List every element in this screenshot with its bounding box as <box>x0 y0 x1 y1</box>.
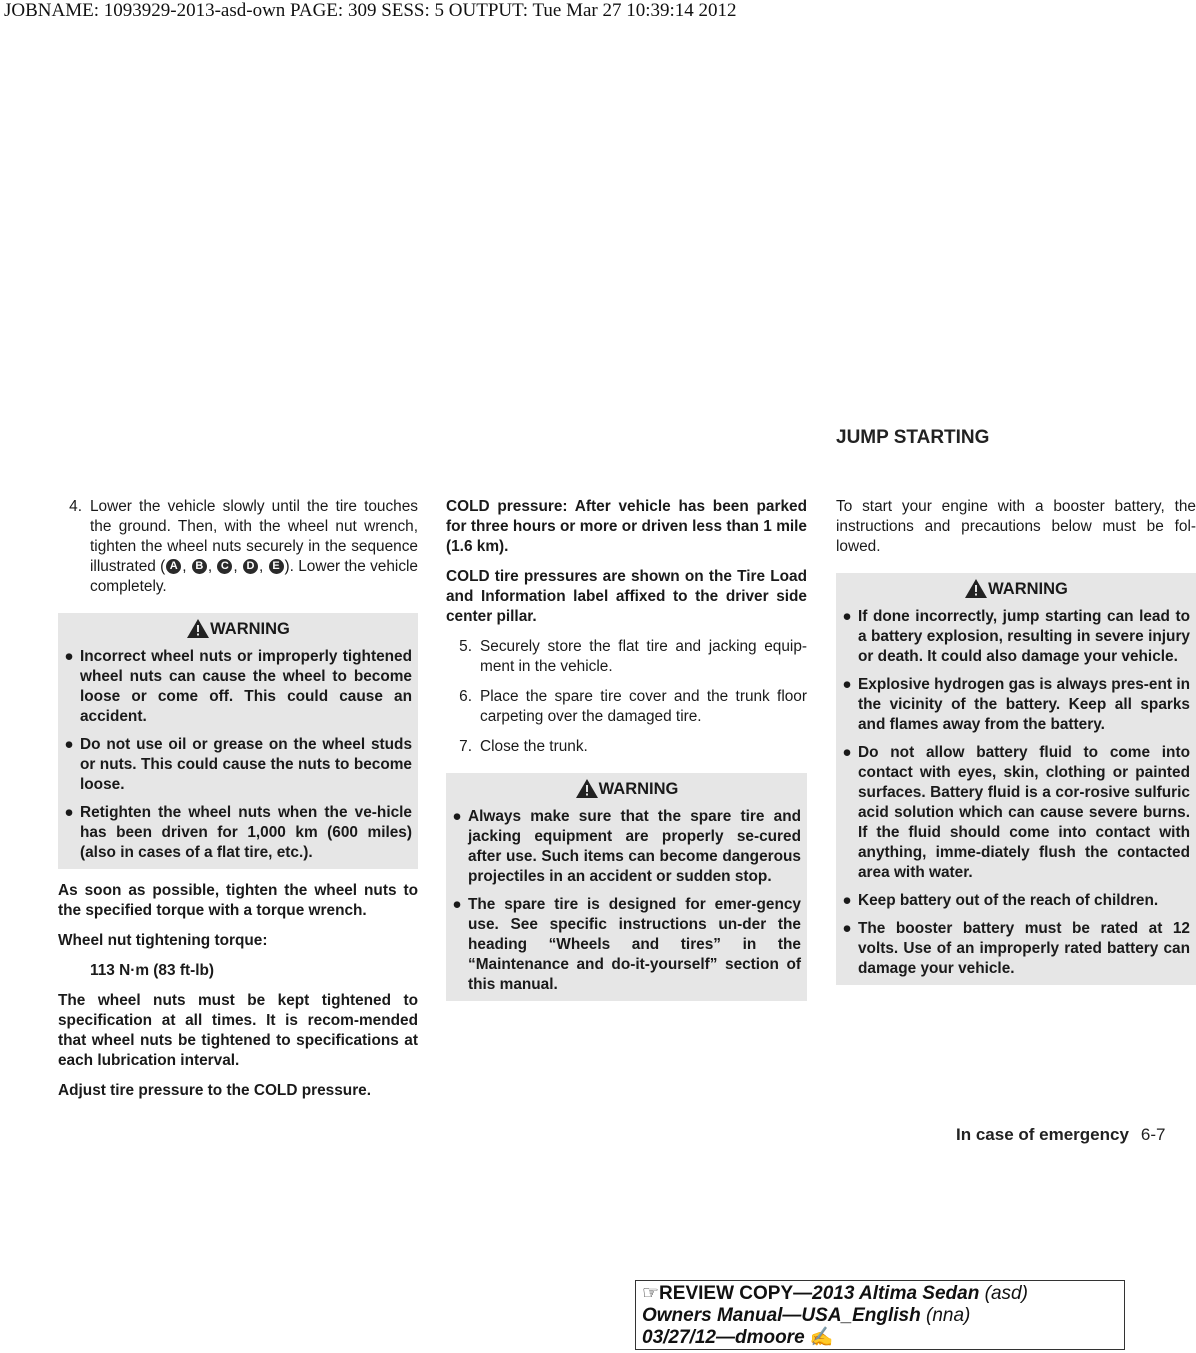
warning-heading: WARNING <box>836 578 1196 599</box>
intro-paragraph: To start your engine with a booster battery, the instructions and precautions below must be fol-lowed. <box>836 498 1196 555</box>
warning-triangle-icon <box>575 778 599 799</box>
review-line-2: Owners Manual—USA_English (nna) <box>642 1305 971 1326</box>
callout-b: B <box>192 559 207 574</box>
bullet-icon: ● <box>64 648 74 665</box>
warning-item: ● Always make sure that the spare tire and jacking equipment are properly se-cured after use. Such items can become dangerous projectiles in an accident or sudden stop. <box>446 807 807 887</box>
callout-a: A <box>166 559 181 574</box>
warning-item: ● Incorrect wheel nuts or improperly tightened wheel nuts can cause the wheel to become loose or come off. This could cause an accident. <box>58 647 418 727</box>
callout-e: E <box>269 559 284 574</box>
paragraph: Adjust tire pressure to the COLD pressure. <box>58 1082 372 1099</box>
bullet-icon: ● <box>842 676 852 693</box>
warning-item: ● Keep battery out of the reach of children. <box>836 891 1196 911</box>
review-line-1: ☞REVIEW COPY—2013 Altima Sedan (asd) <box>642 1283 1028 1304</box>
warning-item: ● Explosive hydrogen gas is always pres-ent in the vicinity of the battery. Keep all sparks and flames away from the battery. <box>836 675 1196 735</box>
footer-section-name: In case of emergency <box>956 1125 1129 1144</box>
warning-box <box>836 573 1196 985</box>
warning-heading: WARNING <box>446 778 807 799</box>
step-4 <box>58 497 418 597</box>
warning-item: ● If done incorrectly, jump starting can lead to a battery explosion, resulting in severe injury or death. It could also damage your vehicle. <box>836 607 1196 667</box>
warning-box <box>446 773 807 1001</box>
step-text: Lower the vehicle slowly until the tire touches the ground. Then, with the wheel nut wrench, tighten the wheel nuts securely in the sequence illustrated ( A , B , C , D , E ). Lower the vehicle completely. <box>90 498 418 595</box>
warning-item: ● Retighten the wheel nuts when the ve-hicle has been driven for 1,000 km (600 miles) (also in cases of a flat tire, etc.). <box>58 803 418 863</box>
bullet-icon: ● <box>842 892 852 909</box>
paragraph: Wheel nut tightening torque: <box>58 932 268 949</box>
warning-triangle-icon <box>964 578 988 599</box>
warning-box <box>58 613 418 869</box>
column-1 <box>58 497 418 1111</box>
bullet-icon: ● <box>842 744 852 761</box>
job-header: JOBNAME: 1093929-2013-asd-own PAGE: 309 SESS: 5 OUTPUT: Tue Mar 27 10:39:14 2012 <box>4 0 737 21</box>
step-number: 4. <box>69 498 82 515</box>
bullet-icon: ● <box>64 736 74 753</box>
bullet-icon: ● <box>452 808 462 825</box>
callout-d: D <box>243 559 258 574</box>
torque-value: 113 N·m (83 ft-lb) <box>90 962 215 979</box>
page-number: 6-7 <box>1140 1125 1166 1144</box>
bullet-icon: ● <box>842 608 852 625</box>
review-copy-box <box>635 1280 1125 1350</box>
writing-hand-icon: ✍ <box>809 1327 834 1348</box>
paragraph: The wheel nuts must be kept tightened to specification at all times. It is recom-mended that wheel nuts be tightened to specifications at each lubrication interval. <box>58 992 418 1069</box>
step-7: 7. Close the trunk. <box>459 738 588 755</box>
warning-item: ● Do not use oil or grease on the wheel studs or nuts. This could cause the nuts to become loose. <box>58 735 418 795</box>
review-line-3: 03/27/12—dmoore ✍ <box>642 1327 834 1348</box>
warning-item: ● The spare tire is designed for emer-gency use. See specific instructions un-der the heading “Wheels and tires” in the “Maintenance and do-it-yourself” section of this manual. <box>446 895 807 995</box>
page-footer <box>956 1125 1166 1145</box>
step-6: 6. Place the spare tire cover and the trunk floor carpeting over the damaged tire. <box>459 688 807 725</box>
bullet-icon: ● <box>64 804 74 821</box>
step-5: 5. Securely store the flat tire and jacking equip-ment in the vehicle. <box>459 638 807 675</box>
column-2 <box>446 497 807 1013</box>
paragraph: As soon as possible, tighten the wheel nuts to the specified torque with a torque wrench. <box>58 882 418 919</box>
callout-c: C <box>217 559 232 574</box>
bullet-icon: ● <box>452 896 462 913</box>
bullet-icon: ● <box>842 920 852 937</box>
pointing-hand-icon: ☞ <box>642 1283 660 1304</box>
warning-heading: WARNING <box>58 618 418 639</box>
paragraph: COLD pressure: After vehicle has been parked for three hours or more or driven less than 1 mile (1.6 km). <box>446 498 807 555</box>
warning-item: ● Do not allow battery fluid to come into contact with eyes, skin, clothing or painted surfaces. Battery fluid is a cor-rosive sulfuric acid solution which can cause severe burns. If the fluid should come into contact with anything, imme-diately flush the contacted area with water. <box>836 743 1196 883</box>
column-3 <box>836 497 1196 997</box>
section-title: JUMP STARTING <box>836 427 990 448</box>
warning-item: ● The booster battery must be rated at 12 volts. Use of an improperly rated battery can damage your vehicle. <box>836 919 1196 979</box>
warning-triangle-icon <box>186 618 210 639</box>
paragraph: COLD tire pressures are shown on the Tire Load and Information label affixed to the driver side center pillar. <box>446 568 807 625</box>
